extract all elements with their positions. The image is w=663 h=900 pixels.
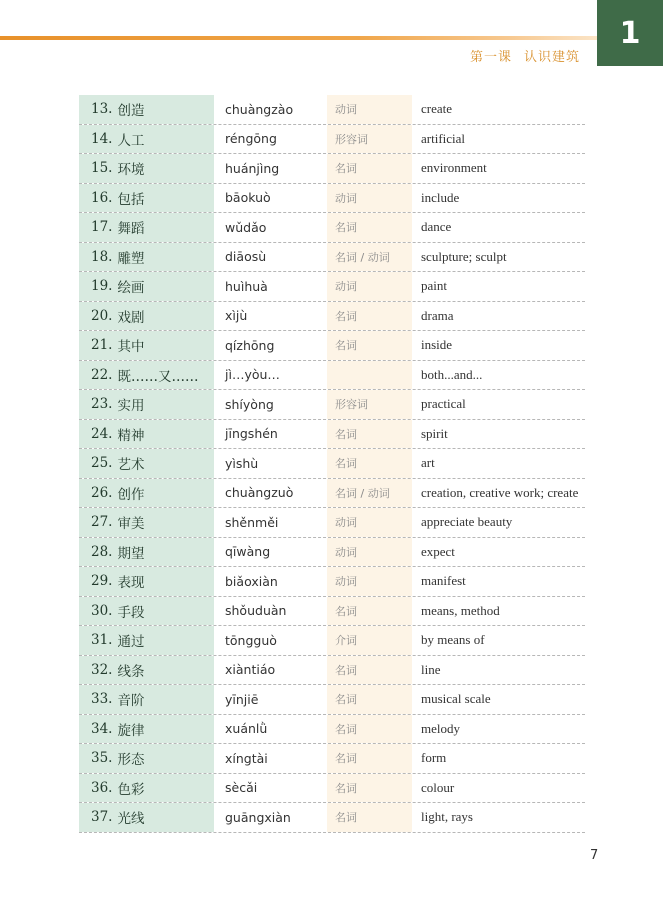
vocab-row <box>79 744 585 774</box>
vocab-part-of-speech: 介词 <box>327 626 412 655</box>
vocab-english: creation, creative work; create <box>421 484 579 500</box>
vocab-word: 包括 <box>117 191 145 208</box>
vocab-word: 线条 <box>117 663 145 680</box>
vocab-number: 34. <box>91 720 113 737</box>
vocab-part-of-speech: 名词 <box>327 420 412 449</box>
vocab-pinyin: jì…yòu… <box>225 367 280 383</box>
vocab-pinyin: qízhōng <box>225 337 275 353</box>
vocab-word-cell <box>79 656 214 685</box>
vocab-english: musical scale <box>421 691 491 707</box>
vocab-part-of-speech: 名词 <box>327 331 412 360</box>
vocab-english: form <box>421 750 447 766</box>
vocab-row <box>79 272 585 302</box>
vocab-word-cell <box>79 272 214 301</box>
vocab-part-of-speech: 名词 <box>327 715 412 744</box>
vocab-number: 24. <box>91 425 113 442</box>
vocab-pinyin: wǔdǎo <box>225 219 267 235</box>
vocab-word-cell <box>79 626 214 655</box>
vocab-pinyin: shǒuduàn <box>225 603 287 619</box>
vocab-row <box>79 331 585 361</box>
vocab-word-cell <box>79 715 214 744</box>
vocab-number: 30. <box>91 602 113 619</box>
vocab-pinyin: guāngxiàn <box>225 809 291 825</box>
vocab-row <box>79 243 585 273</box>
vocab-number: 14. <box>91 130 113 147</box>
vocab-row <box>79 567 585 597</box>
vocab-part-of-speech: 名词 <box>327 685 412 714</box>
vocab-word-cell <box>79 538 214 567</box>
vocab-word-cell <box>79 685 214 714</box>
vocab-pinyin: huìhuà <box>225 278 268 294</box>
vocab-part-of-speech: 名词 <box>327 774 412 803</box>
vocab-word-cell <box>79 449 214 478</box>
vocab-part-of-speech: 名词 <box>327 803 412 832</box>
page-number: 7 <box>590 848 599 863</box>
vocab-word: 其中 <box>117 339 145 356</box>
vocab-part-of-speech: 动词 <box>327 538 412 567</box>
vocab-row <box>79 597 585 627</box>
vocab-row <box>79 154 585 184</box>
vocab-english: include <box>421 189 460 205</box>
vocab-row <box>79 390 585 420</box>
vocab-row <box>79 656 585 686</box>
vocab-word-cell <box>79 803 214 832</box>
chapter-tab <box>597 0 663 66</box>
vocab-pinyin: shíyòng <box>225 396 274 412</box>
vocab-word: 形态 <box>117 752 145 769</box>
vocab-english: drama <box>421 307 454 323</box>
vocab-part-of-speech: 名词 / 动词 <box>327 479 412 508</box>
vocab-part-of-speech <box>327 361 412 390</box>
vocab-english: sculpture; sculpt <box>421 248 507 264</box>
vocab-english: dance <box>421 219 452 235</box>
vocab-english: practical <box>421 396 466 412</box>
vocab-number: 20. <box>91 307 113 324</box>
vocab-word-cell <box>79 331 214 360</box>
vocab-row <box>79 361 585 391</box>
vocabulary-table <box>79 95 585 833</box>
vocab-pinyin: yìshù <box>225 455 259 471</box>
vocab-number: 25. <box>91 455 113 472</box>
vocab-part-of-speech: 动词 <box>327 508 412 537</box>
vocab-number: 22. <box>91 366 113 383</box>
vocab-pinyin: yīnjiē <box>225 691 259 707</box>
vocab-english: spirit <box>421 425 448 441</box>
vocab-row <box>79 184 585 214</box>
vocab-number: 13. <box>91 101 113 118</box>
vocab-english: manifest <box>421 573 466 589</box>
vocab-english: inside <box>421 337 453 353</box>
vocab-pinyin: chuàngzuò <box>225 485 294 501</box>
page-header <box>470 46 580 65</box>
vocab-part-of-speech: 动词 <box>327 272 412 301</box>
vocab-english: melody <box>421 720 460 736</box>
vocab-number: 18. <box>91 248 113 265</box>
vocab-word: 审美 <box>117 516 145 533</box>
vocab-pinyin: jīngshén <box>225 426 278 442</box>
vocab-part-of-speech: 形容词 <box>327 390 412 419</box>
vocab-word: 雕塑 <box>117 250 145 267</box>
vocab-row <box>79 213 585 243</box>
vocab-pinyin: xiàntiáo <box>225 662 276 678</box>
vocab-pinyin: shěnměi <box>225 514 279 530</box>
vocab-word-cell <box>79 302 214 331</box>
vocab-part-of-speech: 名词 <box>327 213 412 242</box>
vocab-number: 15. <box>91 160 113 177</box>
vocab-number: 16. <box>91 189 113 206</box>
vocab-number: 17. <box>91 219 113 236</box>
vocab-part-of-speech: 名词 <box>327 302 412 331</box>
vocab-number: 37. <box>91 809 113 826</box>
vocab-word-cell <box>79 213 214 242</box>
vocab-pinyin: réngōng <box>225 131 277 147</box>
vocab-word: 绘画 <box>117 280 145 297</box>
vocab-word-cell <box>79 744 214 773</box>
vocab-row <box>79 626 585 656</box>
vocab-pinyin: huánjìng <box>225 160 280 176</box>
vocab-word: 旋律 <box>117 722 145 739</box>
vocab-word-cell <box>79 390 214 419</box>
vocab-english: art <box>421 455 435 471</box>
vocab-word: 戏剧 <box>117 309 145 326</box>
vocab-part-of-speech: 名词 <box>327 656 412 685</box>
vocab-word-cell <box>79 479 214 508</box>
chapter-number: 1 <box>619 15 641 51</box>
vocab-word: 精神 <box>117 427 145 444</box>
vocab-english: line <box>421 661 441 677</box>
vocab-english: colour <box>421 779 455 795</box>
vocab-row <box>79 685 585 715</box>
vocab-pinyin: qīwàng <box>225 544 271 560</box>
vocab-part-of-speech: 名词 <box>327 744 412 773</box>
vocab-number: 21. <box>91 337 113 354</box>
vocab-part-of-speech: 名词 <box>327 449 412 478</box>
vocab-word-cell <box>79 597 214 626</box>
vocab-part-of-speech: 动词 <box>327 184 412 213</box>
vocab-part-of-speech: 形容词 <box>327 125 412 154</box>
vocab-number: 29. <box>91 573 113 590</box>
vocab-english: paint <box>421 278 447 294</box>
vocab-row <box>79 302 585 332</box>
vocab-row <box>79 803 585 833</box>
vocab-english: by means of <box>421 632 485 648</box>
vocab-english: artificial <box>421 130 466 146</box>
vocab-word-cell <box>79 508 214 537</box>
vocab-word: 艺术 <box>117 457 145 474</box>
vocab-english: environment <box>421 160 487 176</box>
vocab-part-of-speech: 名词 <box>327 154 412 183</box>
vocab-pinyin: xuánlǜ <box>225 721 268 737</box>
vocab-part-of-speech: 动词 <box>327 95 412 124</box>
vocab-row <box>79 479 585 509</box>
vocab-number: 35. <box>91 750 113 767</box>
vocab-word-cell <box>79 125 214 154</box>
header-accent-bar <box>0 36 597 40</box>
vocab-row <box>79 125 585 155</box>
vocab-number: 28. <box>91 543 113 560</box>
vocab-number: 31. <box>91 632 113 649</box>
vocab-pinyin: sècǎi <box>225 780 258 796</box>
vocab-english: expect <box>421 543 455 559</box>
vocab-word: 舞蹈 <box>117 221 145 238</box>
vocab-english: light, rays <box>421 809 473 825</box>
vocab-word: 表现 <box>117 575 145 592</box>
vocab-english: both...and... <box>421 366 483 382</box>
vocab-pinyin: chuàngzào <box>225 101 294 117</box>
vocab-english: means, method <box>421 602 500 618</box>
vocab-word-cell <box>79 184 214 213</box>
vocab-word: 音阶 <box>117 693 145 710</box>
vocab-row <box>79 538 585 568</box>
vocab-number: 19. <box>91 278 113 295</box>
vocab-word-cell <box>79 95 214 124</box>
vocab-word: 手段 <box>117 604 145 621</box>
vocab-english: create <box>421 101 453 117</box>
vocab-word: 光线 <box>117 811 145 828</box>
vocab-word: 既……又…… <box>117 368 199 385</box>
vocab-row <box>79 774 585 804</box>
vocab-word-cell <box>79 774 214 803</box>
vocab-number: 33. <box>91 691 113 708</box>
vocab-word: 人工 <box>117 132 145 149</box>
vocab-pinyin: xíngtài <box>225 750 268 766</box>
vocab-pinyin: tōngguò <box>225 632 277 648</box>
vocab-row <box>79 95 585 125</box>
vocab-pinyin: biǎoxiàn <box>225 573 278 589</box>
vocab-word: 环境 <box>117 162 145 179</box>
vocab-number: 26. <box>91 484 113 501</box>
vocab-pinyin: diāosù <box>225 249 267 265</box>
vocab-word: 创造 <box>117 103 145 120</box>
vocab-word: 色彩 <box>117 781 145 798</box>
lesson-label: 第一课 <box>469 50 512 65</box>
vocab-number: 32. <box>91 661 113 678</box>
vocab-english: appreciate beauty <box>421 514 513 530</box>
vocab-word-cell <box>79 361 214 390</box>
vocab-number: 23. <box>91 396 113 413</box>
vocab-word-cell <box>79 243 214 272</box>
vocab-number: 36. <box>91 779 113 796</box>
vocab-row <box>79 508 585 538</box>
vocab-word-cell <box>79 420 214 449</box>
vocab-row <box>79 420 585 450</box>
vocab-word: 创作 <box>117 486 145 503</box>
vocab-part-of-speech: 名词 / 动词 <box>327 243 412 272</box>
vocab-number: 27. <box>91 514 113 531</box>
vocab-pinyin: bāokuò <box>225 190 271 206</box>
vocab-word-cell <box>79 154 214 183</box>
vocab-word: 实用 <box>117 398 145 415</box>
vocab-word: 通过 <box>117 634 145 651</box>
vocab-part-of-speech: 动词 <box>327 567 412 596</box>
vocab-pinyin: xìjù <box>225 308 248 324</box>
vocab-row <box>79 449 585 479</box>
lesson-title: 认识建筑 <box>523 50 580 65</box>
vocab-word: 期望 <box>117 545 145 562</box>
vocab-word-cell <box>79 567 214 596</box>
vocab-row <box>79 715 585 745</box>
vocab-part-of-speech: 名词 <box>327 597 412 626</box>
